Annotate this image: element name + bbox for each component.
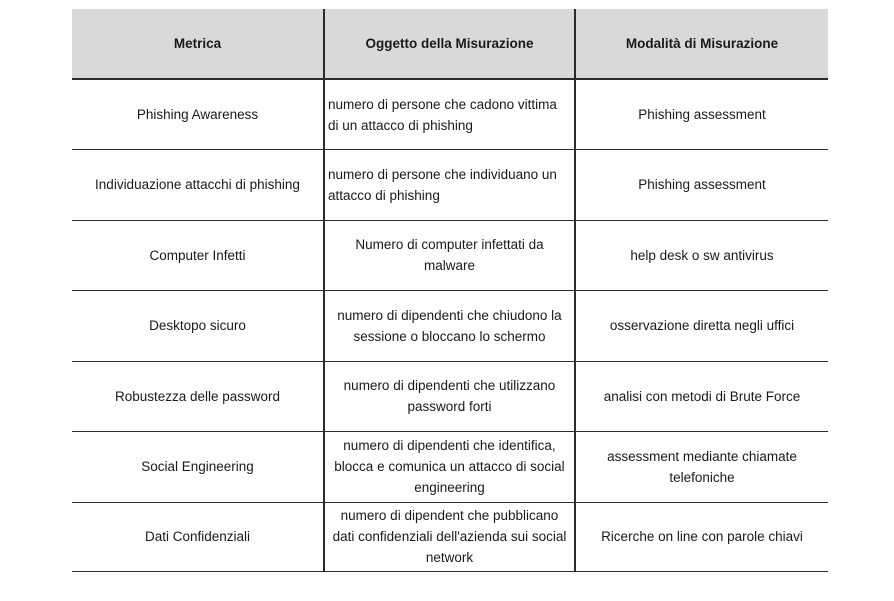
cell-object: numero di dipendenti che utilizzano password forti <box>324 361 575 432</box>
cell-metric: Individuazione attacchi di phishing <box>72 150 324 221</box>
table-row <box>72 220 828 291</box>
table-row <box>72 361 828 432</box>
table-body <box>72 79 828 571</box>
cell-method: Ricerche on line con parole chiavi <box>575 502 828 571</box>
cell-method: analisi con metodi di Brute Force <box>575 361 828 432</box>
cell-metric: Phishing Awareness <box>72 79 324 150</box>
cell-object: numero di dipendent che pubblicano dati confidenziali dell'azienda sui social network <box>324 502 575 571</box>
header-row <box>72 9 828 79</box>
cell-method: osservazione diretta negli uffici <box>575 291 828 362</box>
cell-object: numero di dipendenti che identifica, blocca e comunica un attacco di social engineering <box>324 432 575 503</box>
table-row <box>72 150 828 221</box>
cell-object: numero di persone che cadono vittima di un attacco di phishing <box>324 79 575 150</box>
header-oggetto: Oggetto della Misurazione <box>324 9 575 79</box>
cell-metric: Social Engineering <box>72 432 324 503</box>
cell-object: Numero di computer infettati da malware <box>324 220 575 291</box>
header-metrica: Metrica <box>72 9 324 79</box>
table-row <box>72 432 828 503</box>
header-modalita: Modalità di Misurazione <box>575 9 828 79</box>
cell-metric: Dati Confidenziali <box>72 502 324 571</box>
cell-metric: Desktopo sicuro <box>72 291 324 362</box>
table-header <box>72 9 828 79</box>
cell-method: Phishing assessment <box>575 79 828 150</box>
cell-metric: Computer Infetti <box>72 220 324 291</box>
metrics-table <box>72 9 828 572</box>
cell-method: assessment mediante chiamate telefoniche <box>575 432 828 503</box>
table-row <box>72 502 828 571</box>
cell-method: Phishing assessment <box>575 150 828 221</box>
cell-object: numero di dipendenti che chiudono la sessione o bloccano lo schermo <box>324 291 575 362</box>
cell-metric: Robustezza delle password <box>72 361 324 432</box>
cell-object: numero di persone che individuano un attacco di phishing <box>324 150 575 221</box>
table-row <box>72 79 828 150</box>
cell-method: help desk o sw antivirus <box>575 220 828 291</box>
table-row <box>72 291 828 362</box>
